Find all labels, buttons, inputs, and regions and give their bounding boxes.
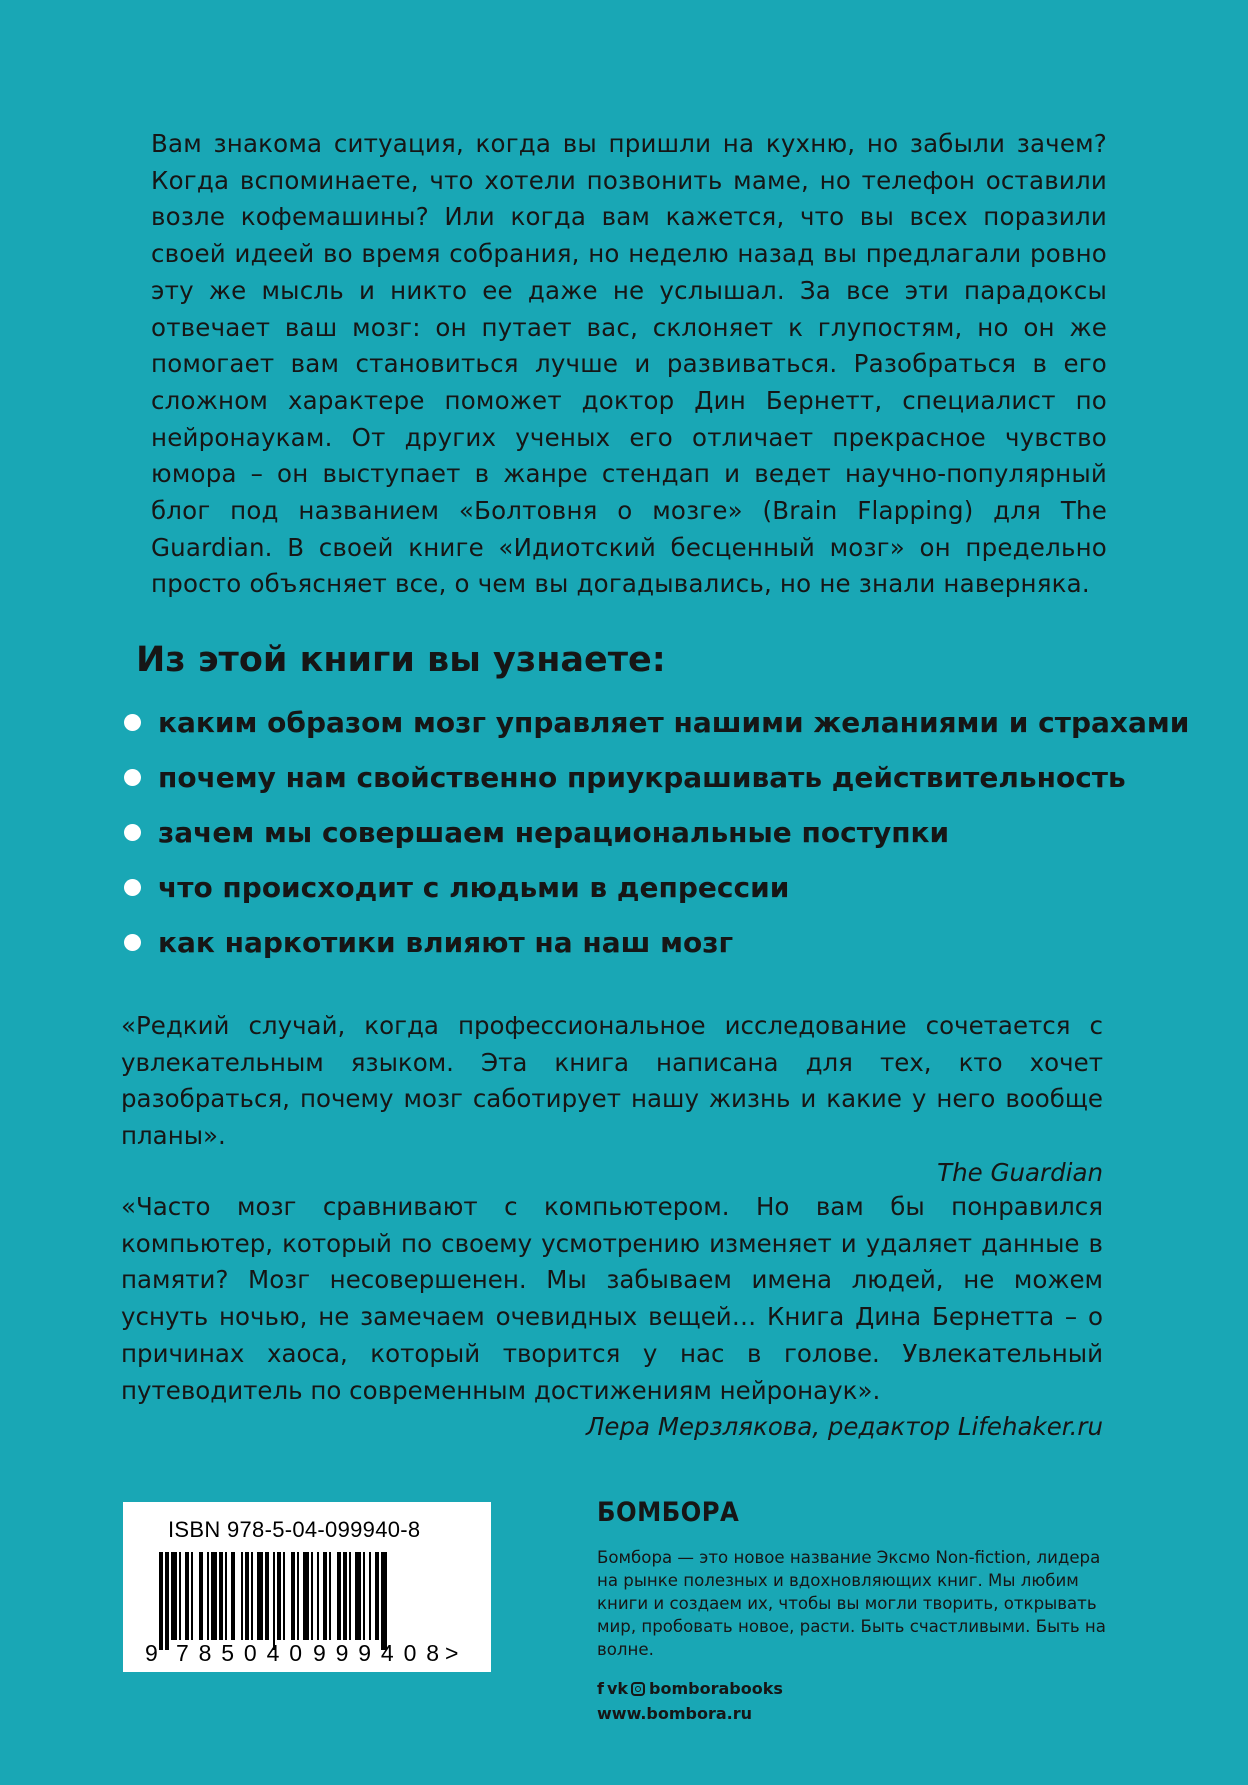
barcode-bar: [251, 1552, 253, 1640]
quote-text: «Редкий случай, когда профессиональное исследование сочетается с увлекательным языком. Эта книга написана для тех, кто хочет разобраться, почему мозг саботирует нашу жизнь и какие у него вообще планы».: [121, 1011, 1103, 1151]
isbn-label: ISBN 978-5-04-099940-8: [168, 1517, 421, 1542]
barcode-bar: [241, 1552, 243, 1640]
barcode-bar: [159, 1552, 163, 1650]
barcode-bar: [381, 1552, 387, 1650]
learn-item-text: что происходит с людьми в депрессии: [158, 871, 790, 904]
learn-item: [124, 695, 1190, 750]
barcode-bar: [231, 1552, 235, 1640]
bullet-icon: [124, 934, 141, 951]
intro-paragraph: Вам знакома ситуация, когда вы пришли на кухню, но забыли зачем? Когда вспоминаете, что хотели позвонить маме, но телефон оставили возле кофемашины? Или когда вам кажется, что вы всех поразили своей идеей во время собрания, но неделю назад вы предлагали ровно эту же мысль и никто ее даже не услышал. За все эти парадоксы отвечает ваш мозг: он путает вас, склоняет к глупостям, но он же помогает вам становиться лучше и развиваться. Разобраться в его сложном характере поможет доктор Дин Бернетт, специалист по нейронаукам. От других ученых его отличает прекрасное чувство юмора – он выступает в жанре стендап и ведет научно-популярный блог под названием «Болтовня о мозге» (Brain Flapping) для The Guardian. В своей книге «Идиотский бесценный мозг» он предельно просто объясняет все, о чем вы догадывались, но не знали наверняка.: [151, 129, 1107, 599]
barcode-bar: [355, 1552, 361, 1640]
barcode-bar: [291, 1552, 295, 1640]
barcode-bar: [273, 1552, 275, 1650]
barcode-bar: [323, 1552, 327, 1640]
barcode-bar: [283, 1552, 285, 1640]
barcode-bar: [179, 1552, 181, 1640]
vk-icon[interactable]: vk: [606, 1679, 629, 1698]
barcode-bar: [277, 1552, 281, 1640]
bullet-icon: [124, 879, 141, 896]
barcode-bar: [171, 1552, 177, 1640]
learn-item: [124, 750, 1124, 805]
barcode-right-digits: 999408: [313, 1640, 439, 1666]
barcode-bar: [165, 1552, 169, 1650]
bullet-icon: [124, 824, 141, 841]
website-link[interactable]: www.bombora.ru: [597, 1704, 753, 1723]
facebook-icon[interactable]: f: [597, 1679, 604, 1698]
barcode-bar: [349, 1552, 351, 1640]
barcode-bar: [185, 1552, 189, 1640]
barcode-bar: [257, 1552, 263, 1640]
barcode-bar: [297, 1552, 299, 1640]
learn-item: [124, 805, 1124, 860]
publisher-name: БОМБОРА: [597, 1497, 740, 1528]
learn-item-text: почему нам свойственно приукрашивать действительность: [158, 761, 1126, 794]
quote-source: Лера Мерзлякова, редактор Lifehaker.ru: [585, 1412, 1103, 1442]
learn-item: [124, 915, 1124, 970]
learn-heading: Из этой книги вы узнаете:: [136, 640, 666, 680]
barcode-bar: [317, 1552, 319, 1640]
learn-item-text: как наркотики влияют на наш мозг: [158, 926, 734, 959]
learn-item: [124, 860, 1124, 915]
quote-source: The Guardian: [937, 1157, 1103, 1187]
barcode-bar: [343, 1552, 347, 1640]
barcode-bar: [265, 1552, 269, 1640]
social-handle[interactable]: bomborabooks: [649, 1679, 783, 1698]
publisher-block: [597, 1497, 1117, 1725]
barcode-end-mark: >: [445, 1640, 459, 1666]
barcode-bar: [363, 1552, 365, 1640]
instagram-icon[interactable]: [631, 1682, 645, 1696]
barcode-bars: [159, 1552, 387, 1650]
bullet-icon: [124, 714, 141, 731]
barcode-box: [123, 1502, 491, 1672]
quote-guardian: [121, 1008, 1103, 1192]
learn-list: [124, 695, 1190, 970]
barcode-bar: [303, 1552, 309, 1640]
barcode-bar: [329, 1552, 331, 1640]
bullet-icon: [124, 769, 141, 786]
quote-text: «Часто мозг сравнивают с компьютером. Но вам бы понравился компьютер, который по своему усмотрению изменяет и удаляет данные в памяти? Мозг несовершенен. Мы забываем имена людей, не можем уснуть ночью, не замечаем очевидных вещей… Книга Дина Бернетта – о причинах хаоса, который творится у нас в голове. Увлекательный путеводитель по современным достижениям нейронаук».: [121, 1192, 1103, 1405]
barcode-bar: [369, 1552, 371, 1640]
learn-item-text: зачем мы совершаем нерациональные поступки: [158, 816, 950, 849]
social-links: [597, 1679, 1117, 1699]
barcode-bar: [225, 1552, 227, 1640]
quote-lifehacker: [121, 1189, 1103, 1446]
barcode-bar: [375, 1552, 379, 1640]
barcode-bar: [207, 1552, 209, 1640]
barcode-lead-digit: 9: [145, 1640, 158, 1666]
barcode-bar: [191, 1552, 193, 1640]
barcode-bar: [199, 1552, 203, 1640]
barcode-bar: [311, 1552, 313, 1640]
barcode-bar: [219, 1552, 223, 1640]
barcode-graphic: [123, 1502, 491, 1672]
barcode-bar: [245, 1552, 249, 1640]
learn-item-text: каким образом мозг управляет нашими желаниями и страхами: [158, 706, 1190, 739]
publisher-description: Бомбора — это новое название Эксмо Non-fiction, лидера на рынке полезных и вдохновляющих книг. Мы любим книги и создаем их, чтобы вы могли творить, открывать мир, пробовать новое, расти. Быть счастливыми. Быть на волне.: [597, 1548, 1106, 1659]
barcode-left-digits: 785040: [176, 1640, 302, 1666]
barcode-bar: [211, 1552, 217, 1640]
barcode-bar: [337, 1552, 341, 1640]
